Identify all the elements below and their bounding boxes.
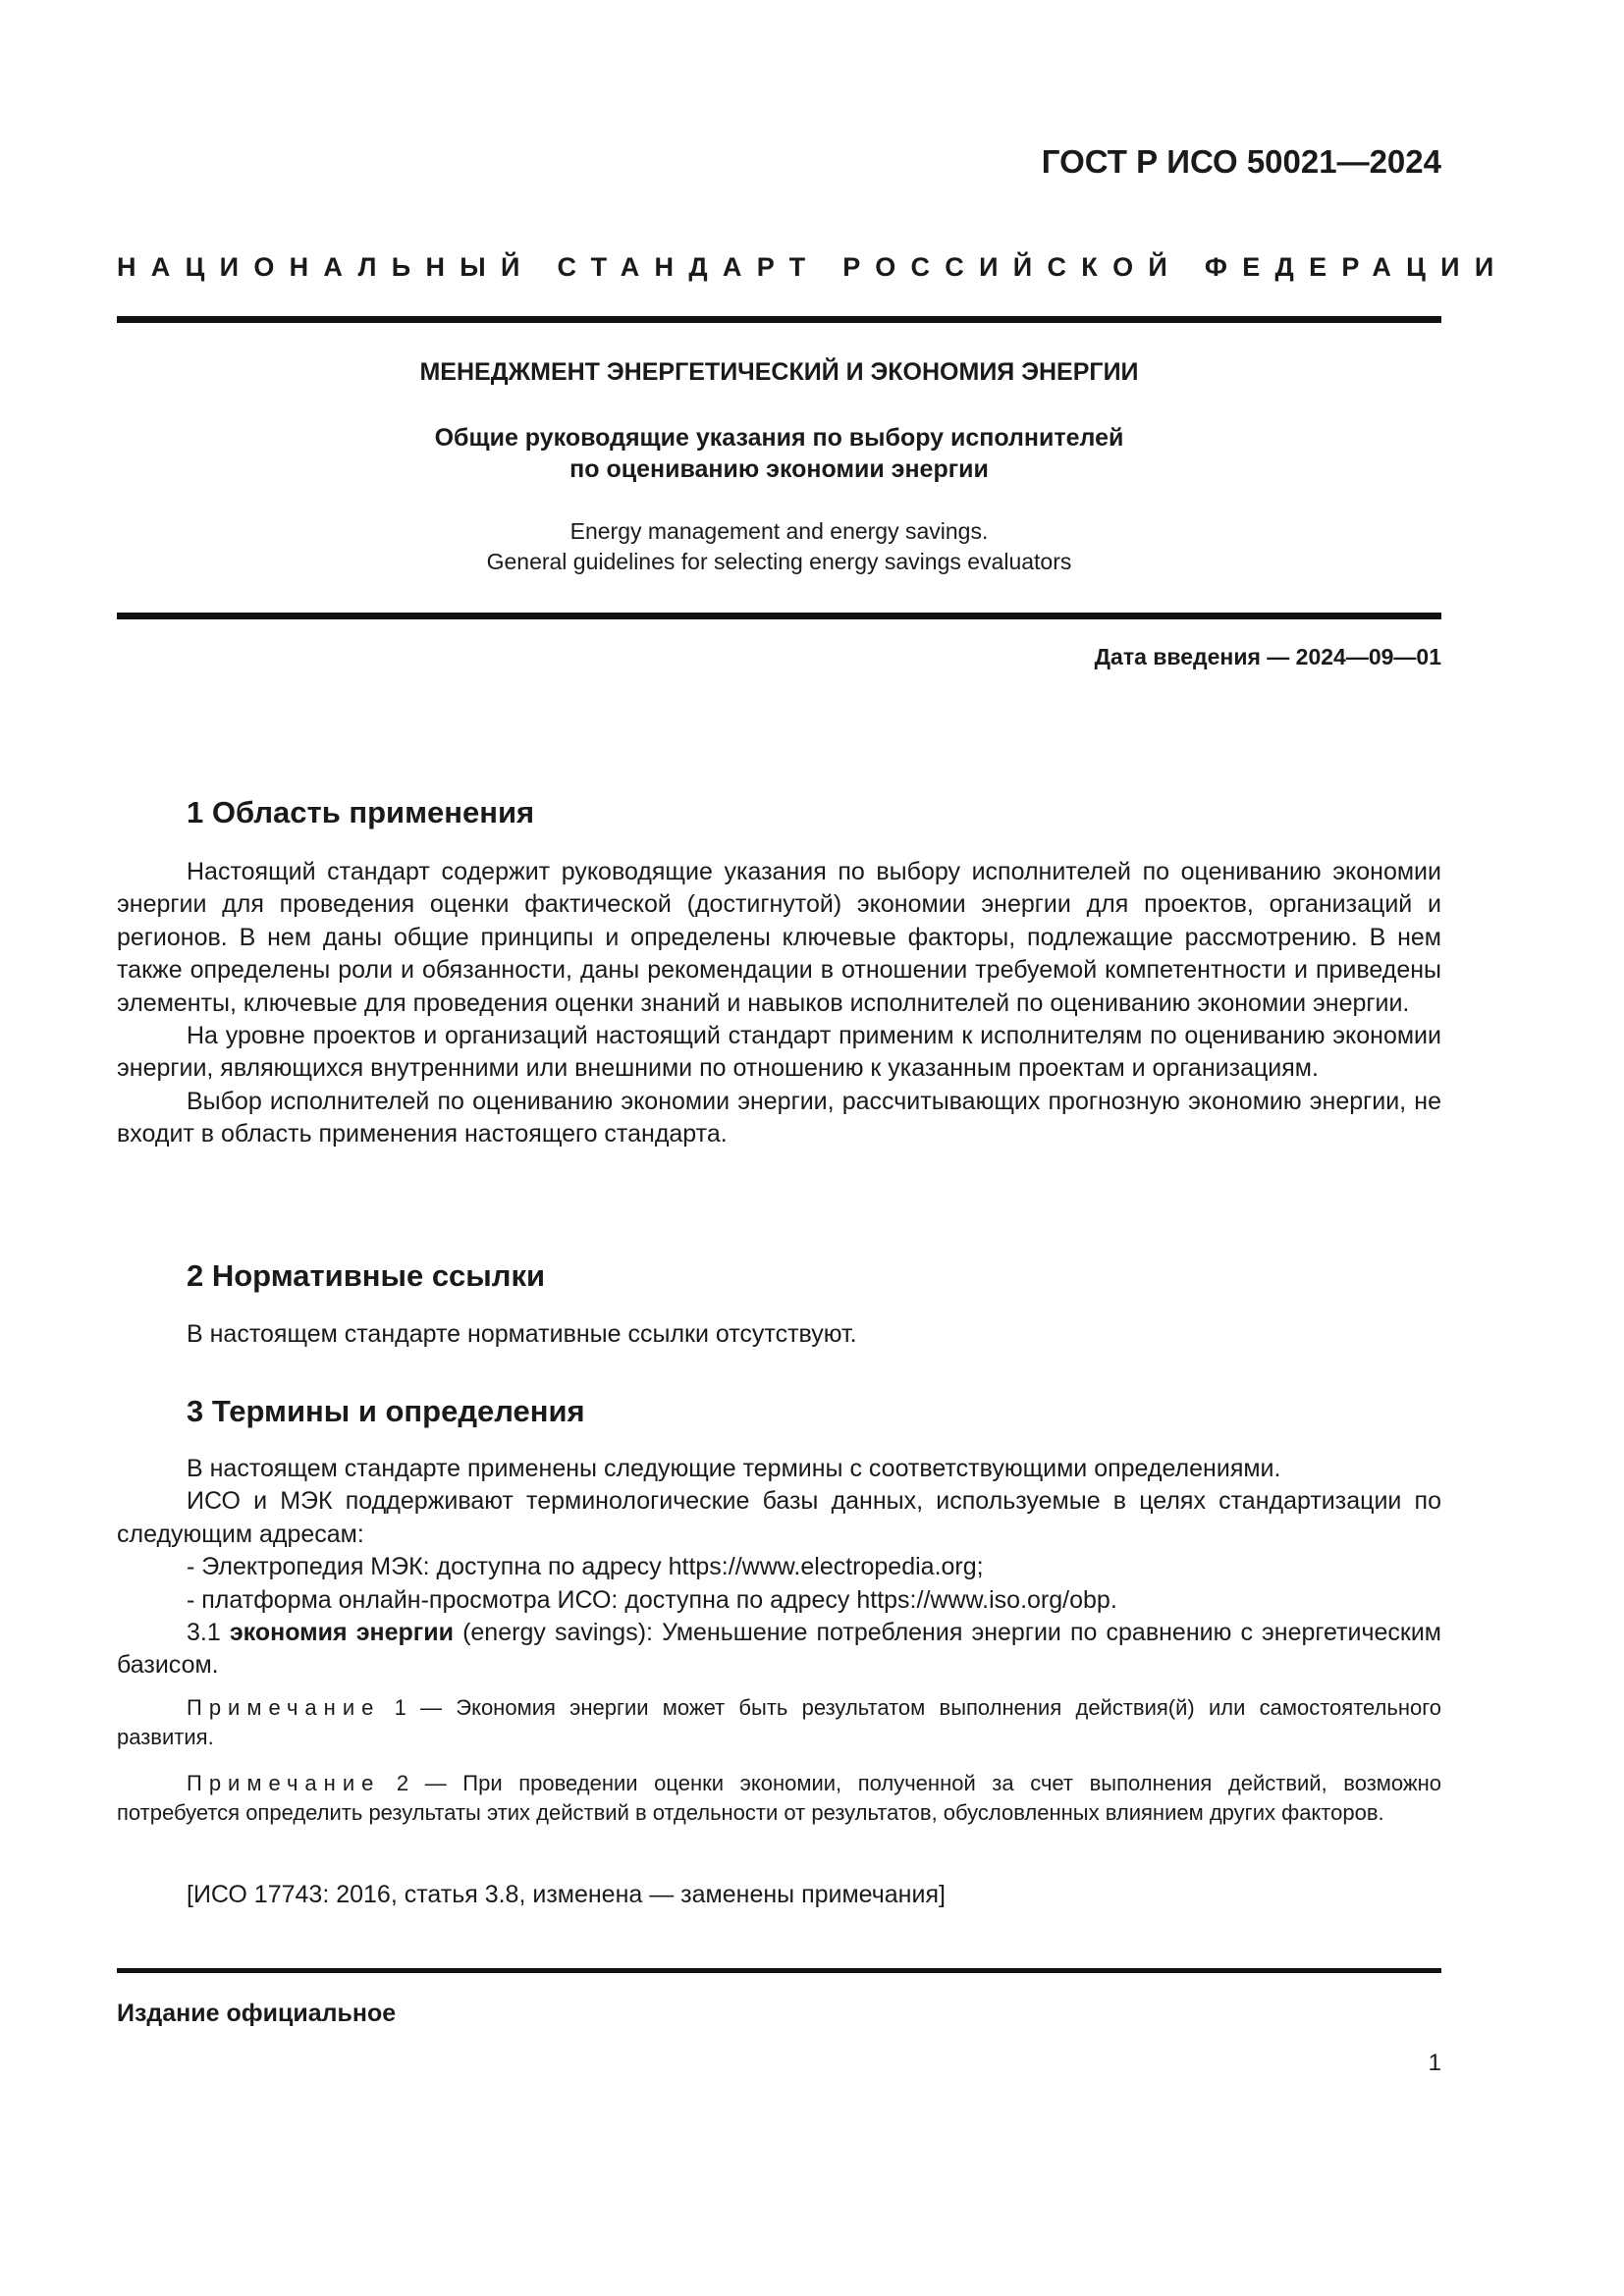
term-source-text: [ИСО 17743: 2016, статья 3.8, изменена — заменены примечания] xyxy=(187,1881,946,1908)
section-2-heading: 2 Нормативные ссылки xyxy=(187,1258,546,1293)
section-3-list-item-1: - Электропедия МЭК: доступна по адресу https://www.electropedia.org; xyxy=(187,1553,984,1581)
official-edition-label: Издание официальное xyxy=(117,2000,397,2027)
note-2-label: Примечание xyxy=(187,1771,381,1795)
subtitle-line-1: Общие руководящие указания по выбору исполнителей xyxy=(434,424,1124,452)
note-2-text: 2 — При проведении оценки экономии, полученной за счет выполнения действий, возможно потребуется определить результаты этих действий в отдельности от результатов, обусловленных влиянием других факторов. xyxy=(117,1771,1441,1825)
section-2-paragraph-1: В настоящем стандарте нормативные ссылки отсутствуют. xyxy=(187,1320,857,1348)
document-title: МЕНЕДЖМЕНТ ЭНЕРГЕТИЧЕСКИЙ И ЭКОНОМИЯ ЭНЕРГИИ xyxy=(419,358,1139,386)
section-3-paragraph-1: В настоящем стандарте применены следующие термины с соответствующими определениями. xyxy=(187,1455,1281,1482)
section-1-paragraph-3: Выбор исполнителей по оцениванию экономии энергии, рассчитывающих прогнозную экономию энергии, не входит в область применения настоящего стандарта. xyxy=(117,1087,1441,1148)
standard-code: ГОСТ Р ИСО 50021—2024 xyxy=(1041,143,1441,180)
section-1-heading: 1 Область применения xyxy=(187,795,535,829)
document-subtitle xyxy=(117,422,1441,485)
note-1-text: 1 — Экономия энергии может быть результатом выполнения действия(й) или самостоятельного развития. xyxy=(117,1695,1441,1749)
term-definition xyxy=(117,1617,1441,1682)
section-3-paragraph-2: ИСО и МЭК поддерживают терминологические базы данных, используемые в целях стандартизации по следующим адресам: xyxy=(117,1487,1441,1548)
term-name: экономия энергии xyxy=(229,1619,454,1647)
term-number: 3.1 xyxy=(187,1619,221,1647)
english-title xyxy=(117,516,1441,577)
section-3-heading: 3 Термины и определения xyxy=(187,1394,585,1428)
section-1-paragraph-1: Настоящий стандарт содержит руководящие указания по выбору исполнителей по оцениванию экономии энергии для проведения оценки фактической (достигнутой) экономии энергии для проектов, организаций и регионов. В нем даны общие принципы и определены ключевые факторы, подлежащие рассмотрению. В нем также определены роли и обязанности, даны рекомендации в отношении требуемой компетентности и приведены элементы, ключевые для проведения оценки знаний и навыков исполнителей по оцениванию экономии энергии. xyxy=(117,858,1441,1017)
top-divider xyxy=(117,316,1441,323)
english-title-line-2: General guidelines for selecting energy savings evaluators xyxy=(486,549,1072,574)
section-1-paragraph-2: На уровне проектов и организаций настоящий стандарт применим к исполнителям по оцениванию экономии энергии, являющихся внутренними или внешними по отношению к указанным проектам и организациям. xyxy=(117,1022,1441,1083)
section-3-body xyxy=(117,1453,1441,1682)
note-1-label: Примечание xyxy=(187,1695,381,1720)
title-divider xyxy=(117,613,1441,619)
note-2 xyxy=(117,1769,1441,1828)
term-definition-text: (energy savings): Уменьшение потребления энергии по сравнению с энергетическим базисом. xyxy=(117,1619,1441,1680)
page-number: 1 xyxy=(1428,2050,1441,2076)
section-3-list-item-2: - платформа онлайн-просмотра ИСО: доступна по адресу https://www.iso.org/obp. xyxy=(187,1585,1117,1614)
english-title-line-1: Energy management and energy savings. xyxy=(569,518,989,544)
introduction-date: Дата введения — 2024—09—01 xyxy=(1094,644,1441,669)
note-1 xyxy=(117,1693,1441,1752)
footer-divider xyxy=(117,1968,1441,1973)
section-2-body xyxy=(117,1318,1441,1351)
term-source xyxy=(117,1879,1441,1911)
subtitle-line-2: по оцениванию экономии энергии xyxy=(569,455,989,483)
section-1-body xyxy=(117,856,1441,1151)
national-standard-banner: НАЦИОНАЛЬНЫЙ СТАНДАРТ РОССИЙСКОЙ ФЕДЕРАЦИИ xyxy=(117,252,1509,282)
